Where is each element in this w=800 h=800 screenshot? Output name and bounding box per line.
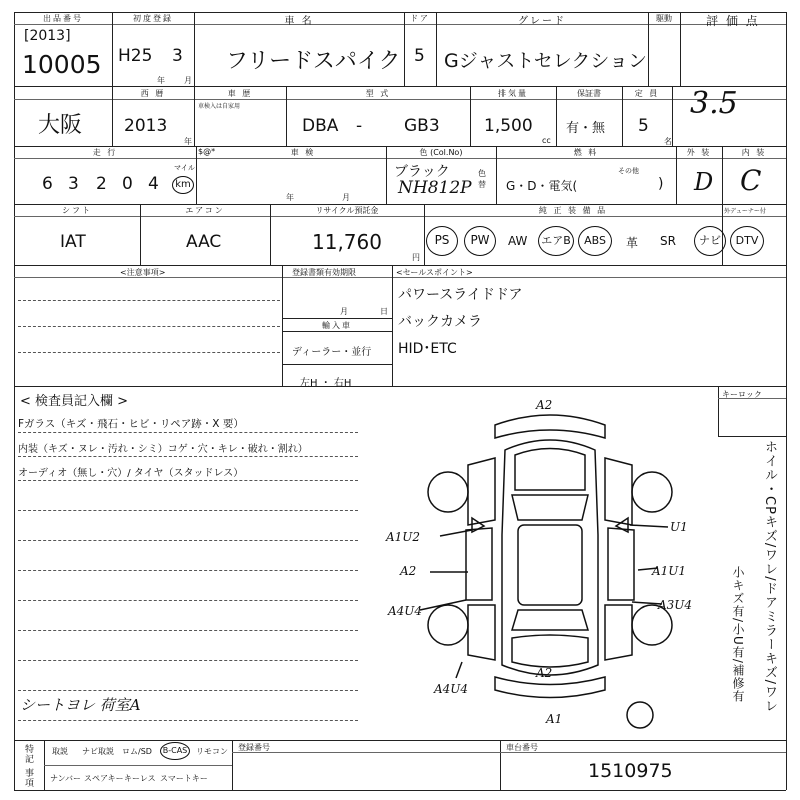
equip-ps: PS bbox=[426, 226, 458, 256]
capacity-unit: 名 bbox=[664, 137, 672, 146]
warranty-label: 保証書 bbox=[577, 89, 601, 98]
reg-deadline-label: 登録書類有効期限 bbox=[292, 268, 356, 277]
row-line bbox=[14, 86, 786, 87]
inspector-line bbox=[18, 600, 358, 601]
model-year: 2013 bbox=[124, 116, 168, 136]
col bbox=[718, 386, 719, 436]
footer-item: スマートキー bbox=[160, 774, 208, 783]
displacement-unit: cc bbox=[542, 136, 551, 145]
shift-value: IAT bbox=[60, 232, 86, 252]
fuel-options: G・D・電気( bbox=[506, 179, 578, 193]
sales-points-label: <セールスポイント> bbox=[396, 268, 473, 277]
sales-point-3: HID･ETC bbox=[398, 341, 457, 357]
lot-year-tag: [2013] bbox=[24, 28, 71, 44]
mileage-digit: 0 bbox=[122, 174, 133, 194]
model-year-label: 西 暦 bbox=[140, 89, 166, 98]
exterior-grade: D bbox=[694, 168, 714, 196]
mileage-digit: 4 bbox=[148, 174, 159, 194]
equip-navi: ナビ bbox=[694, 226, 726, 256]
displacement-label: 排気量 bbox=[498, 89, 528, 98]
inspector-line bbox=[18, 720, 358, 721]
sales-point-2: バックカメラ bbox=[398, 314, 482, 330]
inspector-line bbox=[18, 480, 358, 481]
year-note: 車検入は自家用 bbox=[198, 103, 241, 110]
row-line bbox=[14, 386, 786, 387]
footer-item: ナビ取説 bbox=[82, 747, 114, 756]
footer-item: ナンバー bbox=[50, 774, 82, 783]
chassis-number: 1510975 bbox=[588, 760, 673, 782]
location: 大阪 bbox=[38, 113, 83, 138]
footer-label: 特記 bbox=[23, 744, 33, 764]
displacement-value: 1,500 bbox=[484, 116, 533, 136]
ryoreki-label: 車 歴 bbox=[227, 89, 253, 98]
fuel-close: ) bbox=[658, 176, 664, 192]
footer-item: ロム/SD bbox=[122, 747, 152, 756]
fuel-other: その他 bbox=[618, 167, 639, 175]
warranty-value: 有・無 bbox=[566, 121, 606, 136]
row-line bbox=[14, 740, 786, 741]
shift-label: シフト bbox=[62, 206, 92, 215]
model-dash: - bbox=[356, 116, 363, 136]
inspection-month: 月 bbox=[342, 193, 350, 202]
month-unit: 月 bbox=[184, 76, 192, 85]
interior-line: 内装（キズ・ヌレ・汚れ・シミ）コゲ・穴・キレ・破れ・割れ） bbox=[18, 444, 308, 455]
score-label: 評 価 点 bbox=[706, 14, 760, 28]
sub-line bbox=[282, 331, 392, 332]
col bbox=[392, 265, 393, 386]
notes-line bbox=[18, 326, 280, 327]
sales-point-1: パワースライドドア bbox=[398, 287, 523, 303]
footer-item: キーレス bbox=[124, 774, 156, 783]
side-legend-2: 小キズ有/小U有/補修有 bbox=[731, 566, 745, 703]
color-swap-label: 色替 bbox=[478, 169, 486, 189]
door-label: ドア bbox=[410, 14, 430, 23]
exterior-label: 外 装 bbox=[686, 148, 712, 157]
inspector-line bbox=[18, 456, 358, 457]
sub-line bbox=[14, 158, 786, 159]
sub-line bbox=[44, 765, 232, 766]
border-bottom bbox=[14, 790, 786, 791]
notes-line bbox=[18, 300, 280, 301]
mileage-unit-km: km bbox=[172, 176, 194, 194]
handwritten-note: シートヨレ 荷室A bbox=[20, 696, 141, 714]
car-name-label: 車 名 bbox=[284, 16, 314, 27]
equip-airbag: エアB bbox=[538, 226, 574, 256]
col bbox=[500, 740, 501, 790]
equip-pw: PW bbox=[464, 226, 496, 256]
inspector-line bbox=[18, 540, 358, 541]
color-name: ブラック bbox=[394, 164, 450, 180]
sub-line bbox=[718, 436, 786, 437]
equip-dtv: DTV bbox=[730, 226, 764, 256]
aircon-label: エアコン bbox=[185, 206, 225, 215]
col bbox=[232, 740, 233, 790]
steering-side: 左H ・ 右H bbox=[300, 378, 352, 389]
score-value: 3.5 bbox=[690, 86, 738, 121]
glass-line: Fガラス（キズ・飛石・ヒビ・リペア跡・X 要） bbox=[18, 418, 244, 430]
recycle-unit: 円 bbox=[412, 253, 420, 262]
inspector-line bbox=[18, 570, 358, 571]
footer-item: スペアキー bbox=[84, 774, 124, 783]
capacity-value: 5 bbox=[638, 116, 649, 136]
reg-day: 日 bbox=[380, 307, 388, 316]
year-unit: 年 bbox=[157, 76, 165, 85]
color-code: NH812P bbox=[398, 178, 472, 198]
first-reg-era: H25 bbox=[118, 46, 153, 66]
damage-mark: A1U2 bbox=[386, 530, 421, 544]
damage-mark: A2 bbox=[536, 666, 553, 680]
equip-aw: AW bbox=[508, 234, 528, 248]
mileage-unit-mile: マイル bbox=[174, 164, 195, 172]
damage-mark: A1U1 bbox=[652, 564, 687, 578]
first-reg-label: 初度登録 bbox=[133, 14, 173, 23]
footer-item: 取説 bbox=[52, 747, 68, 756]
damage-mark: A1 bbox=[546, 712, 563, 726]
drive-label: 駆動 bbox=[656, 14, 672, 23]
footer-item-bcas: B-CAS bbox=[160, 742, 190, 760]
sub-line bbox=[282, 318, 392, 319]
color-label: 色 (Col.No) bbox=[419, 148, 463, 157]
footer-label-2: 事項 bbox=[23, 768, 33, 788]
col bbox=[672, 86, 673, 146]
inspector-label: < 検査員記入欄 > bbox=[20, 394, 129, 409]
sub-line bbox=[282, 364, 392, 365]
sub-line bbox=[14, 216, 786, 217]
mileage-prefix: $@* bbox=[198, 147, 216, 156]
equipment-label: 純 正 装 備 品 bbox=[538, 206, 608, 215]
damage-mark: A4U4 bbox=[434, 682, 469, 696]
grade-name: Gジャストセレクション bbox=[444, 50, 648, 72]
footer-item: リモコン bbox=[196, 747, 228, 756]
notes-line bbox=[18, 352, 280, 353]
equip-leather: 革 bbox=[626, 236, 639, 250]
capacity-label: 定 員 bbox=[634, 89, 660, 98]
inspector-line bbox=[18, 432, 358, 433]
mileage-label: 走 行 bbox=[92, 148, 118, 157]
audio-tire-line: オーディオ（無し・穴）/ タイヤ（スタッドレス） bbox=[18, 468, 244, 479]
mileage-digit: 3 bbox=[68, 174, 79, 194]
lot-number: 10005 bbox=[22, 50, 102, 79]
aircon-value: AAC bbox=[186, 232, 222, 252]
lot-label: 出品番号 bbox=[43, 14, 83, 23]
grade-label: グレード bbox=[518, 16, 566, 27]
interior-grade: C bbox=[740, 164, 762, 197]
interior-label: 内 装 bbox=[741, 148, 767, 157]
border-right bbox=[786, 12, 787, 790]
side-legend: ホイル・CPキズ/ワレ/ドアミラーキズ/ワレ bbox=[762, 440, 777, 714]
inspection-year: 年 bbox=[286, 193, 294, 202]
recycle-value: 11,760 bbox=[312, 230, 382, 254]
inspection-label: 車 検 bbox=[290, 148, 316, 157]
dealer-parallel: ディーラー・並行 bbox=[292, 347, 372, 358]
damage-mark: U1 bbox=[670, 520, 688, 534]
tuner-label: 外デューナー付 bbox=[724, 208, 766, 215]
notes-label: <注意事項> bbox=[120, 268, 166, 277]
damage-mark: A4U4 bbox=[388, 604, 423, 618]
col bbox=[196, 146, 197, 204]
damage-mark: A2 bbox=[536, 398, 553, 412]
border-left bbox=[14, 12, 15, 790]
damage-mark: A3U4 bbox=[658, 598, 693, 612]
keylock-label: キーロック bbox=[722, 390, 762, 399]
model-prefix: DBA bbox=[302, 116, 339, 136]
model-year-unit: 年 bbox=[184, 137, 192, 146]
inspector-line bbox=[18, 660, 358, 661]
sub-line bbox=[14, 99, 786, 100]
equip-abs: ABS bbox=[578, 226, 612, 256]
first-reg-month: 3 bbox=[172, 46, 183, 66]
reg-month: 月 bbox=[340, 307, 348, 316]
recycle-label: リサイクル預託金 bbox=[315, 206, 379, 215]
damage-mark: A2 bbox=[400, 564, 417, 578]
fuel-label: 燃 料 bbox=[573, 148, 599, 157]
model-type-label: 型 式 bbox=[365, 89, 391, 98]
chassis-label: 車台番号 bbox=[506, 743, 538, 752]
inspector-line bbox=[18, 690, 358, 691]
mileage-digit: 2 bbox=[96, 174, 107, 194]
row-line bbox=[14, 265, 786, 266]
model-code: GB3 bbox=[404, 116, 440, 136]
reg-number-label: 登録番号 bbox=[238, 743, 270, 752]
inspector-line bbox=[18, 630, 358, 631]
mileage-digit: 6 bbox=[42, 174, 53, 194]
door-count: 5 bbox=[414, 46, 425, 66]
equip-sr: SR bbox=[660, 234, 676, 248]
car-name: フリードスパイク bbox=[226, 49, 401, 74]
inspector-line bbox=[18, 510, 358, 511]
import-label: 輸入車 bbox=[322, 321, 352, 330]
